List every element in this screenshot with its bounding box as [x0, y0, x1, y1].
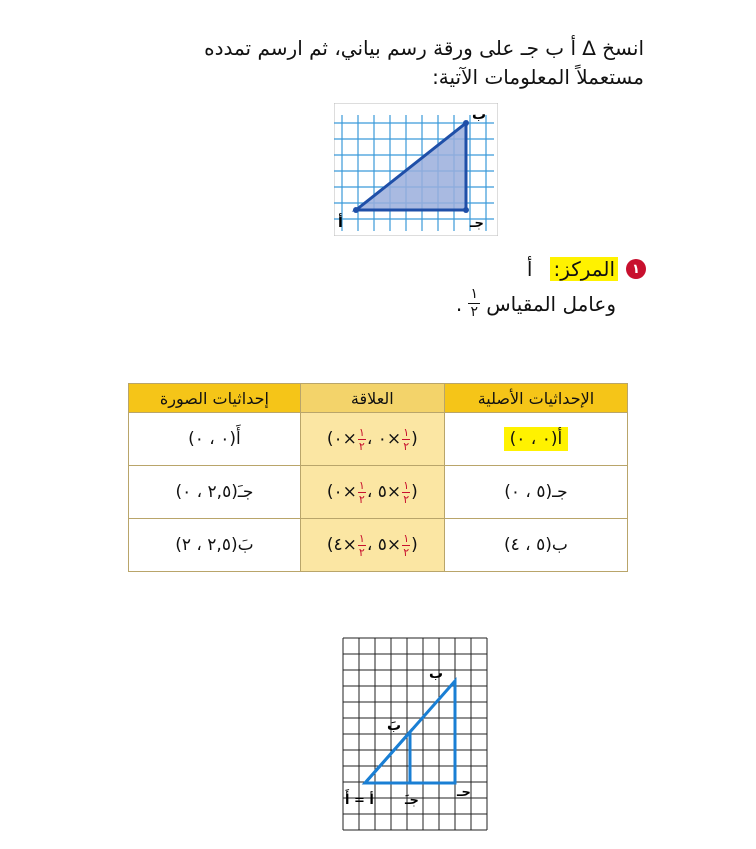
- half-fraction: ١ ٢: [358, 425, 365, 453]
- half-fraction: ١ ٢: [358, 531, 365, 559]
- scale-denominator: ٢: [470, 304, 478, 320]
- scale-line: [456, 287, 616, 320]
- center-value: أ: [526, 257, 533, 281]
- table-row: [129, 466, 628, 519]
- triangle-image: [365, 732, 410, 783]
- scale-fraction: [468, 287, 480, 320]
- cell-original: جـ(٥ ، ٠): [444, 466, 627, 519]
- label-a-prime: أ = أَ: [345, 793, 374, 808]
- relation-expression: ( ١ ٢ ×٥ ، ١ ٢ ×٠): [326, 478, 418, 506]
- scale-suffix: .: [455, 291, 463, 316]
- center-label: المركز:: [550, 257, 618, 281]
- label-j-2: ﺣـ: [457, 785, 471, 800]
- label-j-prime: جـَ: [405, 793, 419, 808]
- cell-relation: [300, 413, 444, 466]
- label-j: جـ: [470, 216, 484, 231]
- half-fraction: ١ ٢: [403, 425, 410, 453]
- label-b-prime: بَ: [387, 718, 402, 734]
- scale-numerator: ١: [470, 286, 478, 302]
- header-image: إحداثيات الصورة: [129, 384, 301, 413]
- header-original: الإحداثيات الأصلية: [444, 384, 627, 413]
- label-b-2: ب: [429, 666, 444, 682]
- relation-expression: ( ١ ٢ ×٠ ، ١ ٢ ×٠): [326, 425, 418, 453]
- cell-original: ب(٥ ، ٤): [444, 519, 627, 572]
- center-line: [527, 257, 646, 281]
- cell-image: بَ(٢,٥ ، ٢): [129, 519, 301, 572]
- exercise-number-badge: ١: [626, 259, 646, 279]
- dilation-figure: [341, 636, 497, 832]
- cell-image: أَ(٠ ، ٠): [129, 413, 301, 466]
- half-fraction: ١ ٢: [403, 531, 410, 559]
- vertex-a-dot: [353, 207, 359, 213]
- cell-image: جـَ(٢,٥ ، ٠): [129, 466, 301, 519]
- cell-relation: [300, 466, 444, 519]
- triangle-figure-original: [334, 103, 498, 236]
- half-fraction: ١ ٢: [358, 478, 365, 506]
- vertex-j-dot: [463, 207, 469, 213]
- coordinates-table: [128, 383, 628, 572]
- vertex-b-dot: [463, 120, 469, 126]
- instruction-line-1: انسخ ∆ أ ب جـ على ورقة رسم بياني، ثم ارسم تمدده: [204, 36, 644, 60]
- cell-original: [444, 413, 627, 466]
- table-row: [129, 519, 628, 572]
- watermark: ⠀: [250, 260, 338, 340]
- header-relation: العلاقة: [300, 384, 444, 413]
- label-b: ب: [472, 107, 487, 123]
- cell-relation: [300, 519, 444, 572]
- table-row: [129, 413, 628, 466]
- instruction-line-2: مستعملاً المعلومات الآتية:: [432, 65, 644, 89]
- original-a: أ(٠ ، ٠): [504, 427, 569, 451]
- half-fraction: ١ ٢: [403, 478, 410, 506]
- scale-label: وعامل المقياس: [486, 291, 616, 316]
- relation-expression: ( ١ ٢ ×٥ ، ١ ٢ ×٤): [326, 531, 418, 559]
- label-a: أ: [338, 215, 343, 231]
- instruction-text: [124, 34, 644, 92]
